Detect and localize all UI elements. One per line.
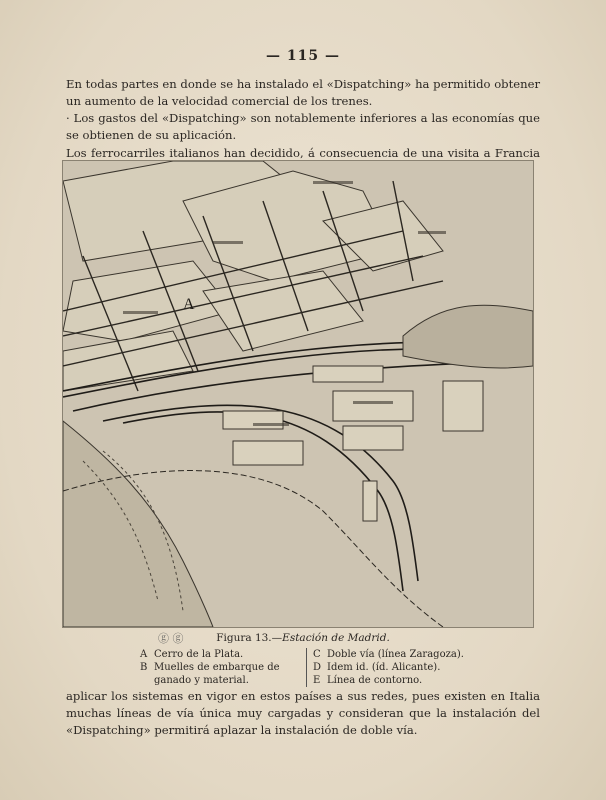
map-label-a: A	[183, 296, 195, 313]
paragraph-3: Los ferrocarriles italianos han decidido, á consecuencia de una visita a Francia	[66, 146, 540, 160]
legend-item: A Cerro de la Plata.	[140, 649, 244, 660]
legend-item: C Doble vía (línea Zaragoza).	[313, 649, 464, 660]
station-map-figure	[62, 160, 534, 628]
legend-item: E Línea de contorno.	[313, 675, 423, 686]
figure-caption	[0, 632, 606, 644]
figure-caption-number: Figura 13.—	[216, 632, 283, 644]
page-number: — 115 —	[266, 48, 340, 64]
closing-paragraph: aplicar los sistemas en vigor en estos países a sus redes, pues existen en Italia muchas líneas de vía única muy cargadas y consideran que la instalación del «Dispatching» permitirá aplazar la instalación de doble vía.	[66, 689, 540, 737]
legend-right-column	[306, 648, 483, 687]
legend-item: B Muelles de embarque de ganado y material.	[140, 662, 280, 686]
figure-caption-title: Estación de Madrid.	[282, 632, 390, 644]
stamp-mark: ⓖ ⓖ	[158, 632, 184, 645]
legend-item: D Idem id. (íd. Alicante).	[313, 662, 441, 673]
paragraph-1: En todas partes en donde se ha instalado el «Dispatching» ha permitido obtener un aumento de la velocidad comercial de los trenes.	[66, 77, 540, 108]
station-map	[63, 161, 533, 627]
paragraph-2: · Los gastos del «Dispatching» son notablemente inferiores a las economías que se obtienen de su aplicación.	[66, 111, 540, 142]
legend-left-column	[140, 648, 300, 687]
